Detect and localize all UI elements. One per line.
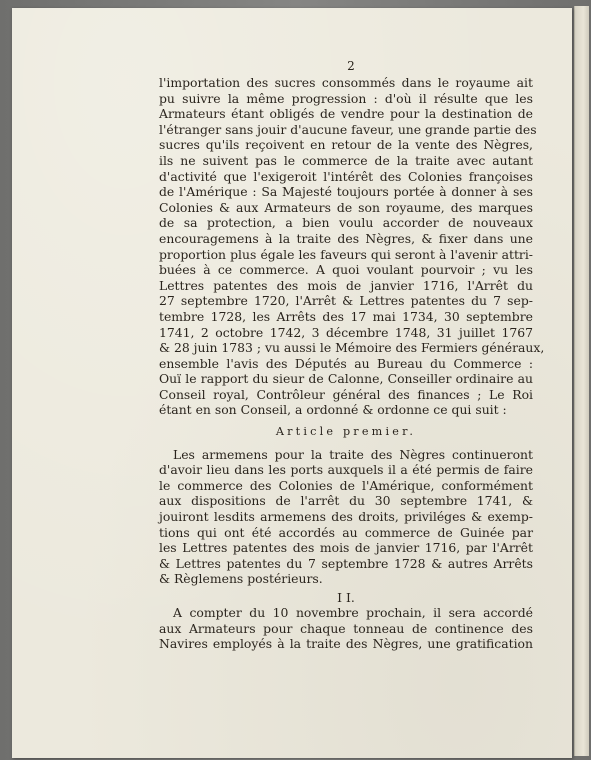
text-line: & Règlemens postérieurs. <box>159 571 323 587</box>
text-line: proportion plus égale les faveurs qui seront à l'avenir attri- <box>159 246 533 262</box>
document-page <box>12 8 572 758</box>
text-line: d'avoir lieu dans les ports auxquels il a été permis de faire <box>159 462 533 478</box>
text-line: A compter du 10 novembre prochain, il sera accordé <box>173 605 533 620</box>
text-line: & Lettres patentes du 7 septembre 1728 & autres Arrêts <box>159 555 533 571</box>
adjacent-page-edge <box>574 6 589 756</box>
text-line: Armateurs étant obligés de vendre pour la destination de <box>159 106 533 122</box>
text-line: encouragemens à la traite des Nègres, & fixer dans une <box>159 230 533 246</box>
text-line: jouiront lesdits armemens des droits, priviléges & exemp- <box>159 509 533 525</box>
text-line: l'importation des sucres consommés dans le royaume ait <box>159 75 533 90</box>
text-line: Colonies & aux Armateurs de son royaume, des marques <box>159 199 533 215</box>
article-1-paragraph <box>159 447 533 587</box>
text-line: étant en son Conseil, a ordonné & ordonne ce qui suit : <box>159 402 507 418</box>
text-line: aux Armateurs pour chaque tonneau de continence des <box>159 620 533 636</box>
text-line: & 28 juin 1783 ; vu aussi le Mémoire des Fermiers généraux, <box>159 340 545 356</box>
text-line: 1741, 2 octobre 1742, 3 décembre 1748, 31 juillet 1767 <box>159 324 533 340</box>
text-line: aux dispositions de l'arrêt du 30 septembre 1741, & <box>159 493 533 509</box>
text-line: le commerce des Colonies de l'Amérique, conformément <box>159 477 533 493</box>
text-line: Lettres patentes des mois de janvier 1716, l'Arrêt du <box>159 277 533 293</box>
text-line: pu suivre la même progression : d'où il résulte que les <box>159 90 533 106</box>
preamble-paragraph <box>159 75 545 418</box>
text-line: sucres qu'ils reçoivent en retour de la vente des Nègres, <box>159 137 533 153</box>
text-line: tembre 1728, les Arrêts des 17 mai 1734, 30 septembre <box>159 308 533 324</box>
text-line: l'étranger sans jouir d'aucune faveur, une grande partie des <box>159 121 537 137</box>
text-line: buées à ce commerce. A quoi voulant pourvoir ; vu les <box>159 262 533 278</box>
text-line: les Lettres patentes des mois de janvier 1716, par l'Arrêt <box>159 540 533 556</box>
text-line: Ouï le rapport du sieur de Calonne, Conseiller ordinaire au <box>159 371 533 387</box>
page-number: 2 <box>347 59 355 73</box>
text-line: Les armemens pour la traite des Nègres continueront <box>173 446 533 462</box>
text-line: ensemble l'avis des Députés au Bureau du Commerce : <box>159 355 533 371</box>
article-2-paragraph <box>159 605 533 652</box>
text-line: ils ne suivent pas le commerce de la traite avec autant <box>159 152 533 168</box>
text-line: Conseil royal, Contrôleur général des finances ; Le Roi <box>159 386 533 402</box>
text-line: de l'Amérique : Sa Majesté toujours portée à donner à ses <box>159 184 533 200</box>
text-line: 27 septembre 1720, l'Arrêt & Lettres patentes du 7 sep- <box>159 293 533 309</box>
page-text <box>159 59 545 652</box>
text-line: d'activité que l'exigeroit l'intérêt des Colonies françoises <box>159 168 533 184</box>
text-line: Navires employés à la traite des Nègres, une gratification <box>159 636 533 652</box>
text-line: de sa protection, a bien voulu accorder de nouveaux <box>159 215 533 231</box>
article-2-number: I I. <box>337 590 355 605</box>
article-1-heading: Article premier. <box>275 425 417 439</box>
text-line: tions qui ont été accordés au commerce de Guinée par <box>159 524 533 540</box>
